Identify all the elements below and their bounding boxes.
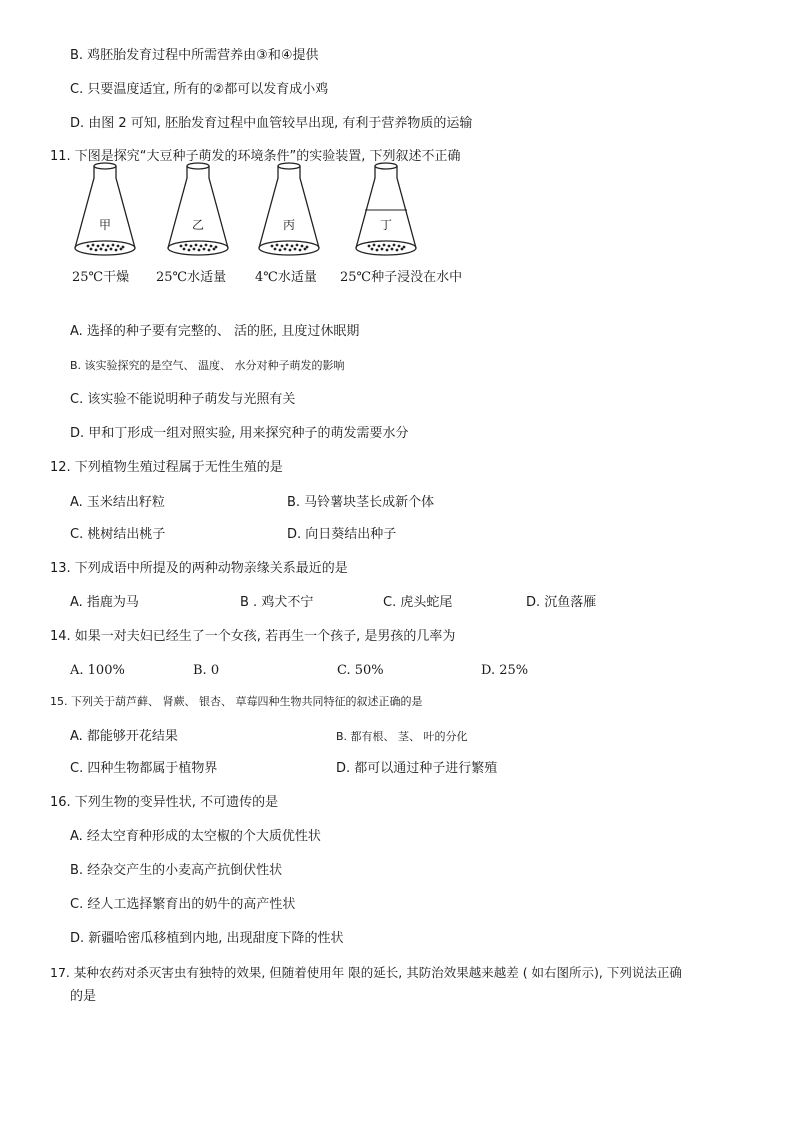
q15-option-b: B. 都有根、 茎、 叶的分化 (336, 730, 468, 743)
q14-option-a: A. 100% (70, 663, 125, 678)
q13-option-d: D. 沉鱼落雁 (526, 595, 597, 610)
q17-stem-continued: 的是 (70, 989, 97, 1004)
q15-stem: 15. 下列关于葫芦藓、 肾蕨、 银杏、 草莓四种生物共同特征的叙述正确的是 (50, 695, 423, 708)
q14-option-c: C. 50% (337, 663, 384, 678)
q10-option-d: D. 由图 2 可知, 胚胎发育过程中血管较早出现, 有利于营养物质的运输 (70, 116, 473, 131)
flask-icon (353, 158, 419, 268)
q16-option-c: C. 经人工选择繁育出的奶牛的高产性状 (70, 897, 296, 912)
q11-option-b: B. 该实验探究的是空气、 温度、 水分对种子萌发的影响 (70, 359, 345, 372)
q13-option-c: C. 虎头蛇尾 (383, 595, 453, 610)
flask-icon (72, 158, 138, 268)
q14-stem: 14. 如果一对夫妇已经生了一个女孩, 若再生一个孩子, 是男孩的几率为 (50, 629, 456, 644)
q12-option-a: A. 玉米结出籽粒 (70, 495, 165, 510)
flask-label: 甲 (98, 218, 111, 232)
flask-caption: 4℃水适量 (255, 270, 317, 285)
q16-option-b: B. 经杂交产生的小麦高产抗倒伏性状 (70, 863, 283, 878)
q13-option-a: A. 指鹿为马 (70, 595, 139, 610)
q13-stem: 13. 下列成语中所提及的两种动物亲缘关系最近的是 (50, 561, 348, 576)
q10-option-c: C. 只要温度适宜, 所有的②都可以发育成小鸡 (70, 82, 329, 97)
q14-option-b: B. 0 (193, 663, 220, 678)
q11-option-d: D. 甲和丁形成一组对照实验, 用来探究种子的萌发需要水分 (70, 426, 409, 441)
q11-option-c: C. 该实验不能说明种子萌发与光照有关 (70, 392, 296, 407)
q11-option-a: A. 选择的种子要有完整的、 活的胚, 且度过休眠期 (70, 324, 360, 339)
flask-caption: 25℃干燥 (72, 270, 130, 285)
flask-label: 乙 (191, 218, 204, 232)
q16-option-a: A. 经太空育种形成的太空椒的个大质优性状 (70, 829, 321, 844)
flask-icon (165, 158, 231, 268)
q12-option-c: C. 桃树结出桃子 (70, 527, 166, 542)
flask-caption: 25℃水适量 (156, 270, 227, 285)
q17-stem: 17. 某种农药对杀灭害虫有独特的效果, 但随着使用年 限的延长, 其防治效果越来越差 ( 如右图所示), 下列说法正确 (50, 965, 682, 980)
flask-caption: 25℃种子浸没在水中 (340, 270, 463, 285)
q13-option-b: B . 鸡犬不宁 (240, 595, 314, 610)
q15-option-a: A. 都能够开花结果 (70, 729, 178, 744)
q11-stem: 11. 下图是探究“大豆种子萌发的环境条件”的实验装置, 下列叙述不正确 (50, 149, 461, 164)
q16-option-d: D. 新疆哈密瓜移植到内地, 出现甜度下降的性状 (70, 931, 344, 946)
q12-option-d: D. 向日葵结出种子 (287, 527, 397, 542)
q11-figure-flasks (68, 150, 472, 290)
q14-option-d: D. 25% (481, 663, 529, 678)
q12-stem: 12. 下列植物生殖过程属于无性生殖的是 (50, 460, 283, 475)
flask-icon (256, 158, 322, 268)
flask-label: 丙 (282, 218, 295, 232)
q12-option-b: B. 马铃薯块茎长成新个体 (287, 495, 435, 510)
q15-option-c: C. 四种生物都属于植物界 (70, 761, 218, 776)
q16-stem: 16. 下列生物的变异性状, 不可遗传的是 (50, 795, 279, 810)
flask-label: 丁 (379, 218, 392, 232)
q10-option-b: B. 鸡胚胎发育过程中所需营养由③和④提供 (70, 48, 319, 63)
q15-option-d: D. 都可以通过种子进行繁殖 (336, 761, 498, 776)
